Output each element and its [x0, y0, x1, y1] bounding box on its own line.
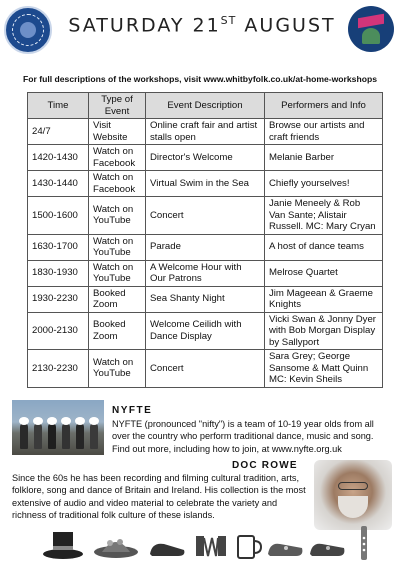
mug-icon — [234, 532, 262, 560]
clog-icon — [266, 536, 306, 558]
cell-event-type: Watch on YouTube — [89, 197, 146, 235]
cell-performers: Jim Mageean & Graeme Knights — [265, 286, 383, 312]
table-row — [28, 145, 383, 171]
emblem-logo — [348, 6, 394, 52]
tin-whistle-icon — [356, 526, 372, 560]
cell-performers: Melrose Quartet — [265, 260, 383, 286]
nyfte-heading: NYFTE — [112, 405, 153, 416]
table-row — [28, 312, 383, 350]
hat-icon — [92, 534, 140, 560]
tree-icon — [362, 28, 380, 44]
dancer-figure — [90, 423, 98, 449]
schedule-table — [27, 92, 383, 388]
col-header-performers: Performers and Info — [265, 93, 383, 119]
col-header-description: Event Description — [146, 93, 265, 119]
cell-description: Director's Welcome — [146, 145, 265, 171]
nyfte-dancers-photo — [12, 400, 104, 455]
cell-performers: Browse our artists and craft friends — [265, 119, 383, 145]
portrait-beard — [338, 496, 368, 518]
dancer-figure — [48, 423, 56, 449]
cell-performers: Sara Grey; George Sansome & Matt Quinn MC: Kevin Sheils — [265, 350, 383, 388]
doc-rowe-heading: DOC ROWE — [232, 460, 298, 471]
footer-illustrations — [0, 526, 400, 562]
dancer-figure — [62, 423, 70, 449]
cell-event-type: Watch on YouTube — [89, 350, 146, 388]
cell-time: 1430-1440 — [28, 171, 89, 197]
cell-event-type: Watch on Facebook — [89, 145, 146, 171]
table-header-row — [28, 93, 383, 119]
dancer-figure — [20, 423, 28, 449]
cell-event-type: Watch on YouTube — [89, 260, 146, 286]
cell-time: 1830-1930 — [28, 260, 89, 286]
table-row — [28, 260, 383, 286]
cell-time: 1930-2230 — [28, 286, 89, 312]
cell-description: Welcome Ceilidh with Dance Display — [146, 312, 265, 350]
table-row — [28, 119, 383, 145]
col-header-time: Time — [28, 93, 89, 119]
cell-description: Parade — [146, 234, 265, 260]
cell-description: Virtual Swim in the Sea — [146, 171, 265, 197]
table-row — [28, 234, 383, 260]
portrait-glasses — [338, 482, 368, 490]
dancer-figure — [34, 423, 42, 449]
cell-event-type: Booked Zoom — [89, 312, 146, 350]
nyfte-description: NYFTE (pronounced "nifty") is a team of 10-19 year olds from all over the country who perform traditional dance, music and song. Find out more, including how to join, at www.nyfte.org.uk — [112, 419, 374, 454]
cell-performers: Chiefly yourselves! — [265, 171, 383, 197]
title-suffix: ST — [220, 14, 237, 27]
cell-time: 1420-1430 — [28, 145, 89, 171]
schedule-body — [28, 119, 383, 388]
clog-icon — [308, 536, 348, 558]
cell-time: 1630-1700 — [28, 234, 89, 260]
cell-time: 1500-1600 — [28, 197, 89, 235]
cell-event-type: Booked Zoom — [89, 286, 146, 312]
cell-time: 2130-2230 — [28, 350, 89, 388]
cell-description: Concert — [146, 197, 265, 235]
cell-event-type: Watch on YouTube — [89, 234, 146, 260]
banner-flag-icon — [358, 14, 384, 29]
table-row — [28, 286, 383, 312]
cell-performers: Melanie Barber — [265, 145, 383, 171]
title-main: SATURDAY 21 — [68, 14, 221, 37]
table-row — [28, 197, 383, 235]
col-header-type: Type of Event — [89, 93, 146, 119]
dancer-figure — [76, 423, 84, 449]
table-row — [28, 171, 383, 197]
intro-text: For full descriptions of the workshops, visit www.whitbyfolk.co.uk/at-home-workshops — [23, 74, 377, 84]
cell-time: 24/7 — [28, 119, 89, 145]
cell-time: 2000-2130 — [28, 312, 89, 350]
doc-rowe-portrait — [314, 460, 392, 530]
table-row — [28, 350, 383, 388]
cell-performers: Janie Meneely & Rob Van Sante; Alistair Russell. MC: Mary Cryan — [265, 197, 383, 235]
title-month: AUGUST — [236, 14, 336, 37]
doc-rowe-description: Since the 60s he has been recording and filming cultural tradition, arts, folklore, song and dance of Britain and Ireland. His collection is the most extensive of audio and video material to celebrate the variety and richness of traditional folk culture of these islands. — [12, 473, 306, 521]
top-hat-icon — [40, 528, 86, 560]
page-title — [66, 14, 338, 36]
cell-performers: A host of dance teams — [265, 234, 383, 260]
logo-emblem — [20, 22, 36, 38]
whitby-folk-week-logo — [4, 6, 52, 54]
cell-performers: Vicki Swan & Jonny Dyer with Bob Morgan Display by Sallyport — [265, 312, 383, 350]
cell-event-type: Visit Website — [89, 119, 146, 145]
cell-description: Online craft fair and artist stalls open — [146, 119, 265, 145]
cell-description: Sea Shanty Night — [146, 286, 265, 312]
page-header — [0, 0, 400, 62]
shoe-icon — [148, 536, 188, 558]
accordion-icon — [194, 530, 228, 560]
cell-description: A Welcome Hour with Our Patrons — [146, 260, 265, 286]
cell-event-type: Watch on Facebook — [89, 171, 146, 197]
cell-description: Concert — [146, 350, 265, 388]
